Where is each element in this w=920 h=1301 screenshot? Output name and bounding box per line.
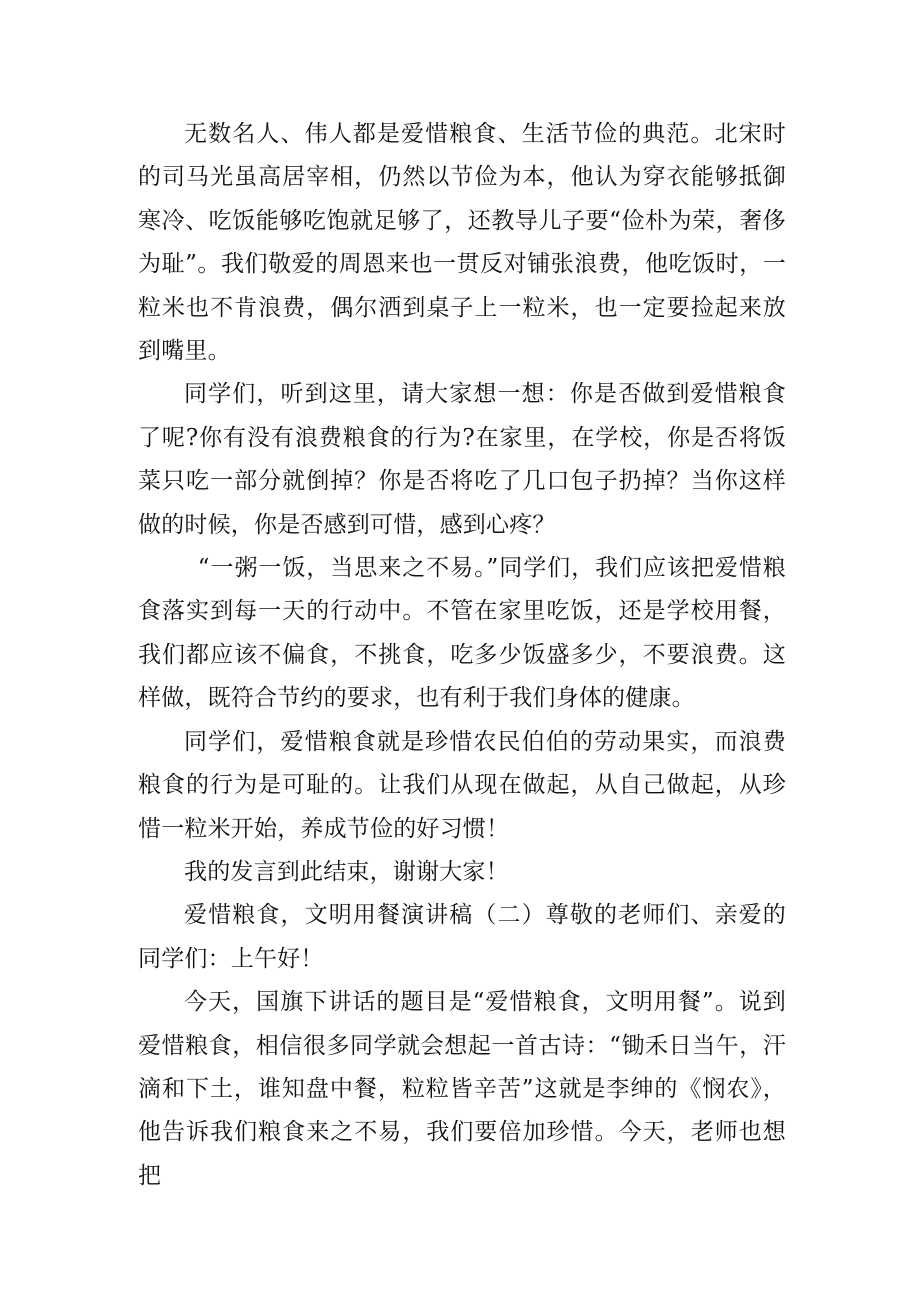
paragraph-speech-two-title: 爱惜粮食，文明用餐演讲稿（二）尊敬的老师们、亲爱的同学们：上午好！	[138, 902, 786, 972]
paragraph-daily-action: “一粥一饭，当思来之不易。”同学们，我们应该把爱惜粮食落实到每一天的行动中。不管在家里吃饭，还是学校用餐，我们都应该不偏食，不挑食，吃多少饭盛多少，不要浪费。这样做，既符合节约的要求，也有利于我们身体的健康。	[138, 555, 786, 712]
paragraph-reflection-question: 同学们，听到这里，请大家想一想：你是否做到爱惜粮食了呢?你有没有浪费粮食的行为?在家里，在学校，你是否将饭菜只吃一部分就倒掉？你是否将吃了几口包子扔掉？当你这样做的时候，你是否感到可惜，感到心疼？	[138, 381, 786, 538]
paragraph-speech-two-intro: 今天，国旗下讲话的题目是“爱惜粮食，文明用餐”。说到爱惜粮食，相信很多同学就会想起一首古诗：“锄禾日当午，汗滴和下土，谁知盘中餐，粒粒皆辛苦”这就是李绅的《悯农》，他告诉我们粮食来之不易，我们要倍加珍惜。今天，老师也想把	[138, 989, 786, 1189]
paragraph-call-to-action: 同学们，爱惜粮食就是珍惜农民伯伯的劳动果实，而浪费粮食的行为是可耻的。让我们从现在做起，从自己做起，从珍惜一粒米开始，养成节俭的好习惯！	[138, 728, 786, 842]
paragraph-frugal-examples: 无数名人、伟人都是爱惜粮食、生活节俭的典范。北宋时的司马光虽高居宰相，仍然以节俭为本，他认为穿衣能够抵御寒冷、吃饭能够吃饱就足够了，还教导儿子要“俭朴为荣，奢侈为耻”。我们敬爱的周恩来也一贯反对铺张浪费，他吃饭时，一粒米也不肯浪费，偶尔洒到桌子上一粒米，也一定要捡起来放到嘴里。	[138, 121, 786, 365]
paragraph-closing: 我的发言到此结束，谢谢大家！	[184, 858, 509, 885]
document-page	[138, 113, 786, 1198]
